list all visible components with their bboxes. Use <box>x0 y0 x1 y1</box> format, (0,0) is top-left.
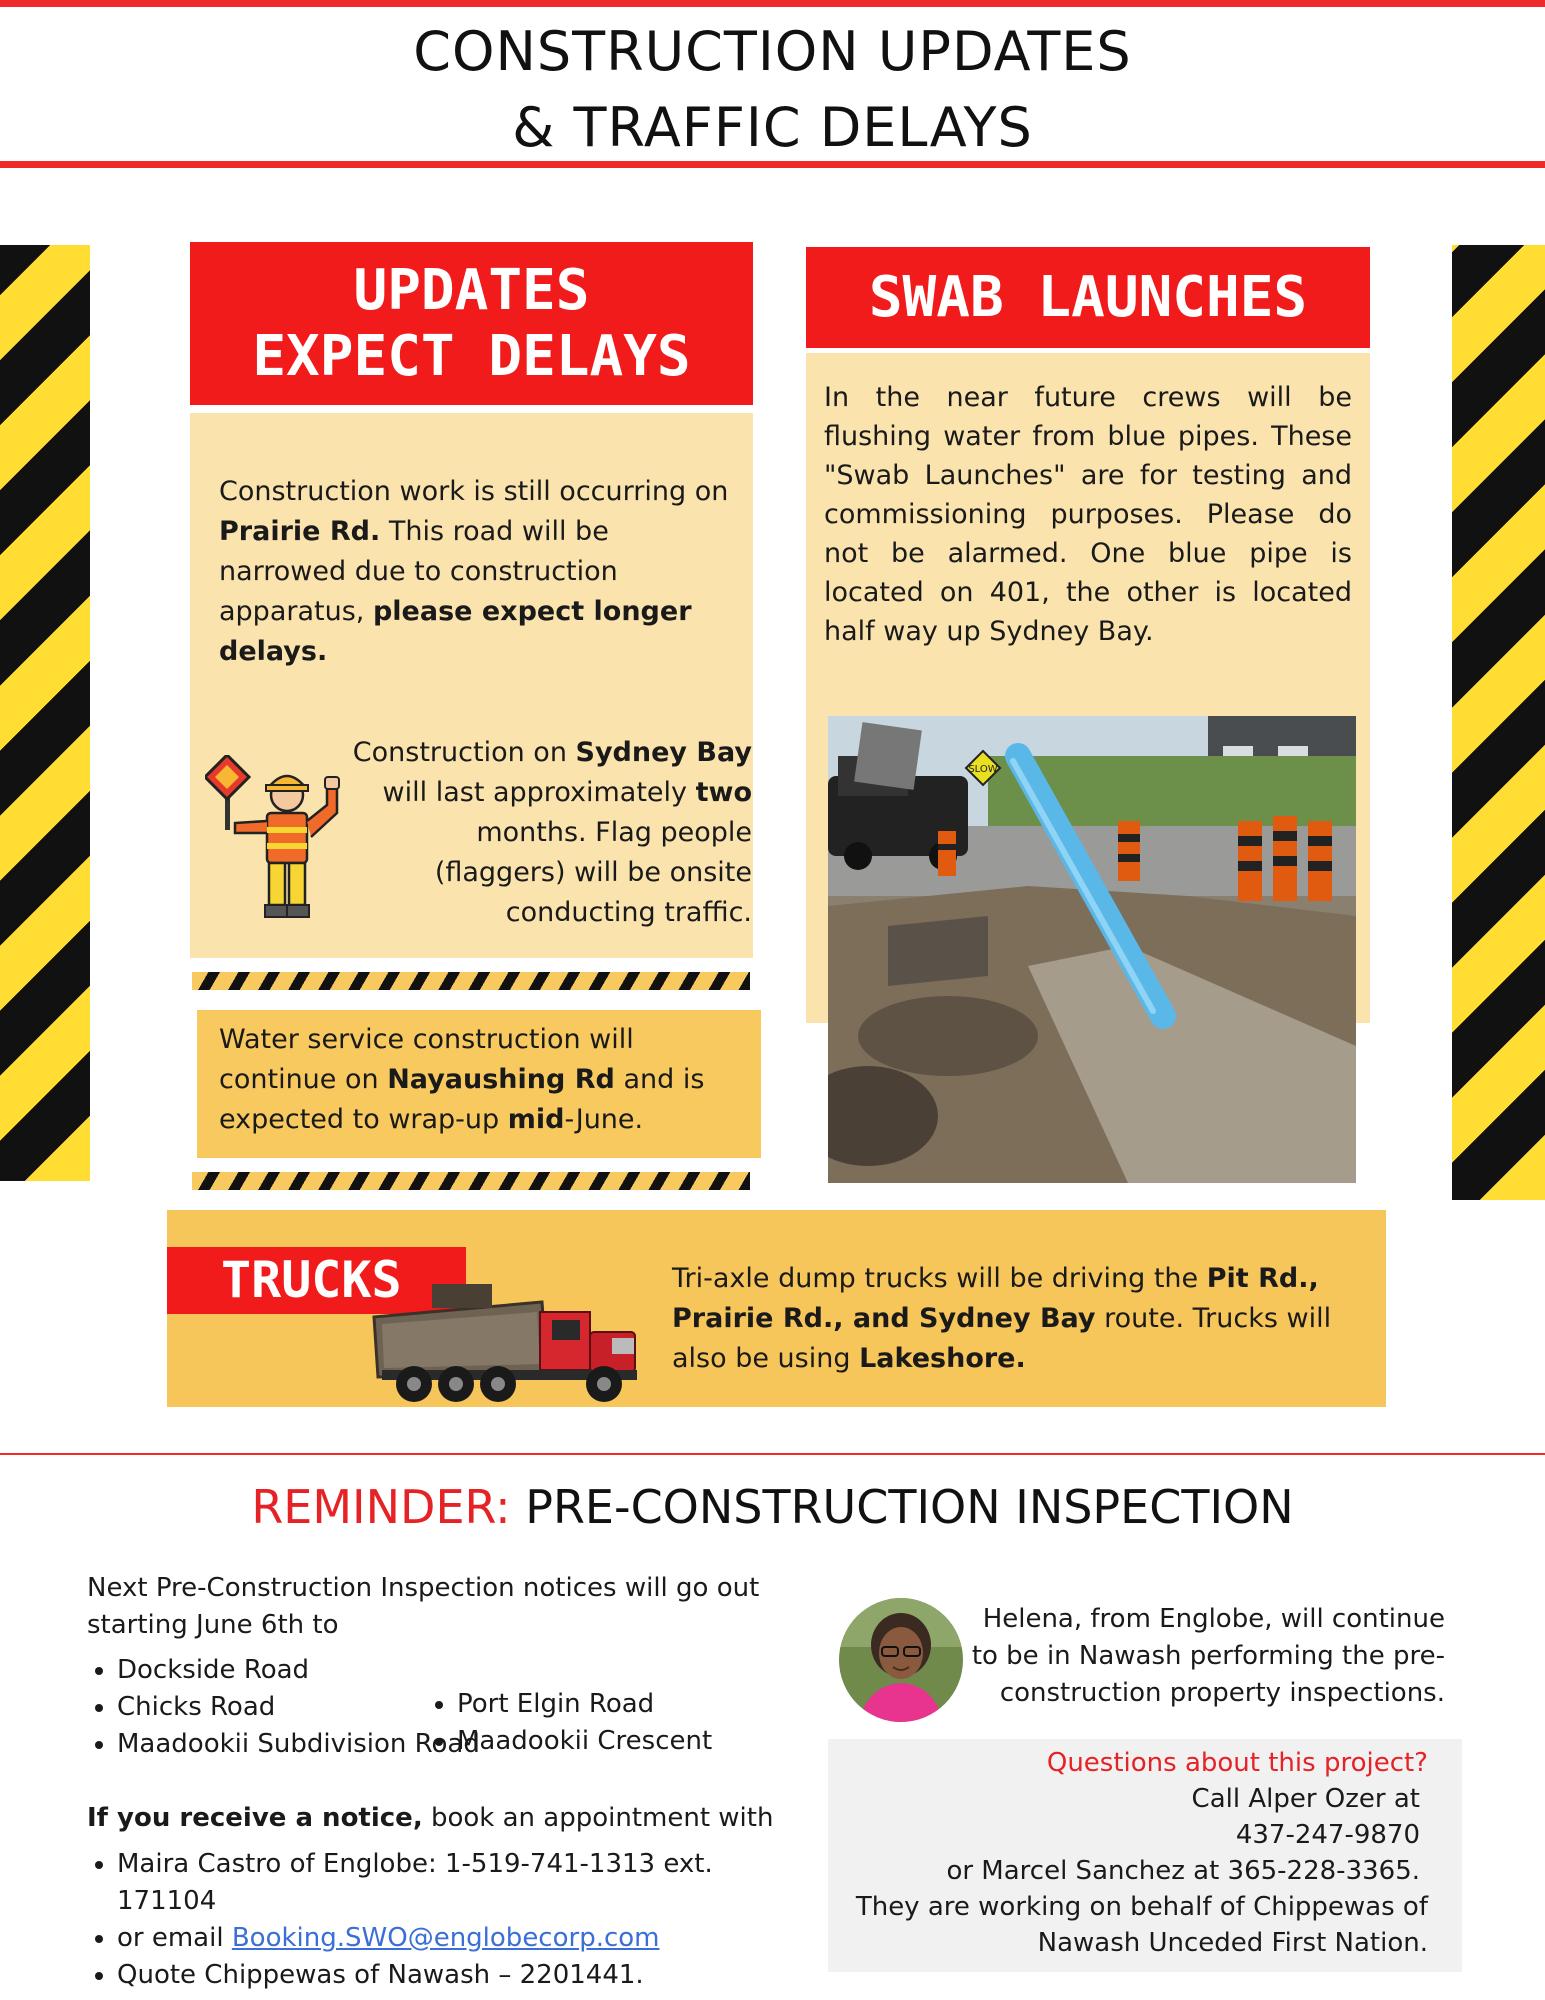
trucks-text: Tri-axle dump trucks will be driving the Pit Rd., Prairie Rd., and Sydney Bay route. Trucks will also be using Lakeshore. <box>672 1263 1332 1374</box>
reminder-label: REMINDER: <box>251 1480 511 1534</box>
road-item: • Dockside Road <box>117 1652 507 1689</box>
road-list-right <box>427 1686 767 1760</box>
contact-list <box>87 1846 807 1994</box>
caution-stripe-bottom <box>192 1172 750 1190</box>
swab-heading: SWAB LAUNCHES <box>806 247 1370 348</box>
avatar <box>838 1597 964 1723</box>
call-line-5: Nawash Unceded First Nation. <box>1037 1928 1428 1958</box>
swab-body-text: In the near future crews will be flushing water from blue pipes. These "Swab Launches" are for testing and commissioning purposes. Please do not be alarmed. One blue pipe is located on 401, the other is located half way up Sydney Bay. <box>824 382 1352 647</box>
road-item: • Maadookii Subdivision Road <box>117 1726 507 1763</box>
contact-phone: • Maira Castro of Englobe: 1-519-741-1313 ext. 171104 <box>117 1846 807 1920</box>
road-item: • Chicks Road <box>117 1689 507 1726</box>
updates-heading: UPDATES EXPECT DELAYS <box>190 242 753 405</box>
caution-stripe-top <box>192 972 750 990</box>
reminder-title: PRE-CONSTRUCTION INSPECTION <box>510 1480 1294 1534</box>
call-line-3: or Marcel Sanchez at 365-228-3365. <box>946 1856 1420 1886</box>
booking-email-link[interactable]: Booking.SWO@englobecorp.com <box>231 1923 660 1953</box>
prairie-update-text: Construction work is still occurring on Prairie Rd. This road will be narrowed due to construction apparatus, please expect longer delays. <box>219 476 729 667</box>
dump-truck-icon <box>372 1272 642 1407</box>
page-title: CONSTRUCTION UPDATES & TRAFFIC DELAYS <box>413 20 1132 159</box>
section-divider <box>0 1453 1545 1455</box>
road-item: • Port Elgin Road <box>457 1686 767 1723</box>
notice-instruction: If you receive a notice, book an appointment with <box>87 1803 774 1833</box>
water-update-text: Water service construction will continue on Nayaushing Rd and is expected to wrap-up mid-June. <box>219 1024 705 1135</box>
helena-note: Helena, from Englobe, will continue to be in Nawash performing the pre-construction property inspections. <box>971 1604 1445 1708</box>
sydney-update-text: Construction on Sydney Bay will last approximately two months. Flag people (flaggers) will be onsite conducting traffic. <box>352 737 752 928</box>
road-item: • Maadookii Crescent <box>457 1723 767 1760</box>
questions-title: Questions about this project? <box>1046 1748 1428 1778</box>
top-red-rule <box>0 0 1545 7</box>
questions-text <box>840 1745 1428 1961</box>
contact-quote: • Quote Chippewas of Nawash – 2201441. <box>117 1957 807 1994</box>
reminder-heading <box>0 1476 1545 1538</box>
slow-sign-text: SLOW <box>968 764 998 775</box>
hazard-stripe-right <box>1452 245 1545 1200</box>
trucks-heading: TRUCKS <box>167 1247 466 1314</box>
call-line-1: Call Alper Ozer at <box>1191 1784 1420 1814</box>
hazard-stripe-left <box>0 245 90 1181</box>
contact-email-item: • or email Booking.SWO@englobecorp.com <box>117 1920 807 1957</box>
call-line-4: They are working on behalf of Chippewas of <box>855 1892 1428 1922</box>
inspection-intro: Next Pre-Construction Inspection notices will go out starting June 6th to <box>87 1573 760 1640</box>
flagger-icon <box>205 755 355 925</box>
title-red-rule <box>0 161 1545 168</box>
swab-launch-photo <box>828 716 1356 1183</box>
call-line-2: 437-247-9870 <box>1235 1820 1420 1850</box>
